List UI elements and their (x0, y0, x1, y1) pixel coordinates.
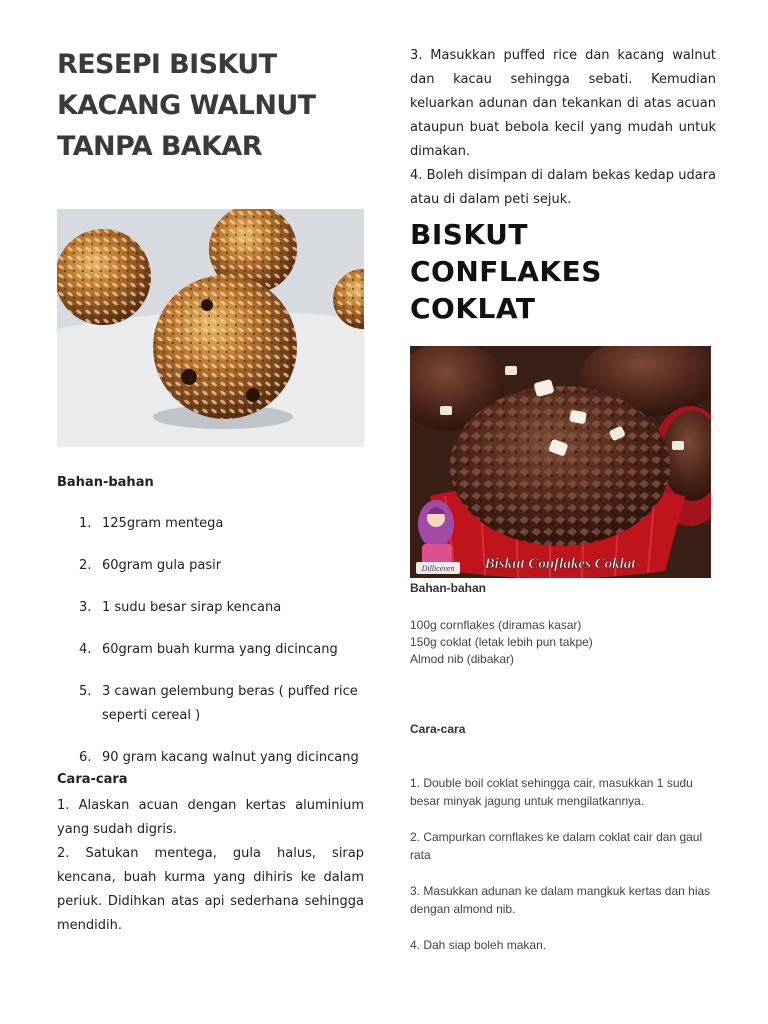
method-step: 3. Masukkan adunan ke dalam mangkuk kertas dan hias dengan almond nib. (410, 884, 711, 916)
ingredients-heading-right: Bahan-bahan (410, 581, 487, 595)
recipe-title-walnut (57, 44, 357, 167)
list-item (57, 554, 367, 578)
image-caption: Biskut Conflakes Coklat (484, 556, 636, 572)
title-line: CONFLAKES (410, 255, 602, 288)
list-item (57, 746, 367, 770)
title-line: COKLAT (410, 292, 536, 325)
ingredient-text: 3 cawan gelembung beras ( puffed rice seperti cereal ) (102, 684, 358, 723)
title-line: KACANG WALNUT (57, 90, 316, 121)
list-number: 5. (79, 684, 92, 699)
list-item (57, 680, 367, 728)
cornflakes-cookie-illustration (410, 346, 711, 578)
list-item: 150g coklat (letak lebih pun takpe) (410, 635, 593, 649)
ingredient-text: 60gram gula pasir (102, 558, 222, 573)
ingredients-heading: Bahan-bahan (57, 475, 154, 490)
method-step: 2. Campurkan cornflakes ke dalam coklat cair dan gaul rata (410, 830, 703, 862)
method-step: 1. Double boil coklat sehingga cair, masukkan 1 sudu besar minyak jagung untuk mengilatkannya. (410, 776, 693, 808)
list-number: 4. (79, 642, 92, 657)
method-heading: Cara-cara (57, 772, 128, 787)
title-line: TANPA BAKAR (57, 131, 262, 162)
method-step: 1. Alaskan acuan dengan kertas aluminium yang sudah digris. (57, 798, 364, 837)
list-item (57, 512, 367, 536)
list-item (57, 638, 367, 662)
ingredient-text: 90 gram kacang walnut yang dicincang (102, 750, 359, 765)
method-step: 4. Dah siap boleh makan. (410, 938, 547, 952)
ingredients-list-right (410, 617, 716, 668)
list-number: 1. (79, 516, 92, 531)
method-step: 3. Masukkan puffed rice dan kacang walnut dan kacau sehingga sebati. Kemudian keluarkan adunan dan tekankan di atas acuan ataupun buat bebola kecil yang mudah untuk dimakan. (410, 48, 716, 159)
list-number: 3. (79, 600, 92, 615)
list-item: 100g cornflakes (diramas kasar) (410, 618, 582, 632)
list-number: 2. (79, 558, 92, 573)
walnut-cookie-illustration (57, 209, 364, 447)
ingredients-list (57, 512, 367, 788)
title-line: RESEPI BISKUT (57, 49, 277, 80)
ingredient-text: 125gram mentega (102, 516, 224, 531)
list-number: 6. (79, 750, 92, 765)
method-step: 2. Satukan mentega, gula halus, sirap kencana, buah kurma yang dihiris ke dalam periuk. Didihkan atas api sederhana sehingga mendidih. (57, 846, 364, 933)
recipe-title-cornflakes (410, 216, 710, 327)
walnut-cookie-photo (57, 209, 364, 447)
method-steps-right (410, 774, 716, 972)
ingredient-text: 60gram buah kurma yang dicincang (102, 642, 338, 657)
watermark-text: Dilliceven (421, 564, 455, 573)
cornflakes-cookie-photo (410, 346, 711, 578)
method-steps-continued (410, 44, 716, 212)
list-item: Almod nib (dibakar) (410, 652, 515, 666)
title-line: BISKUT (410, 218, 528, 251)
method-heading-right: Cara-cara (410, 722, 466, 736)
ingredient-text: 1 sudu besar sirap kencana (102, 600, 282, 615)
method-step: 4. Boleh disimpan di dalam bekas kedap udara atau di dalam peti sejuk. (410, 168, 716, 207)
method-steps (57, 794, 364, 938)
list-item (57, 596, 367, 620)
